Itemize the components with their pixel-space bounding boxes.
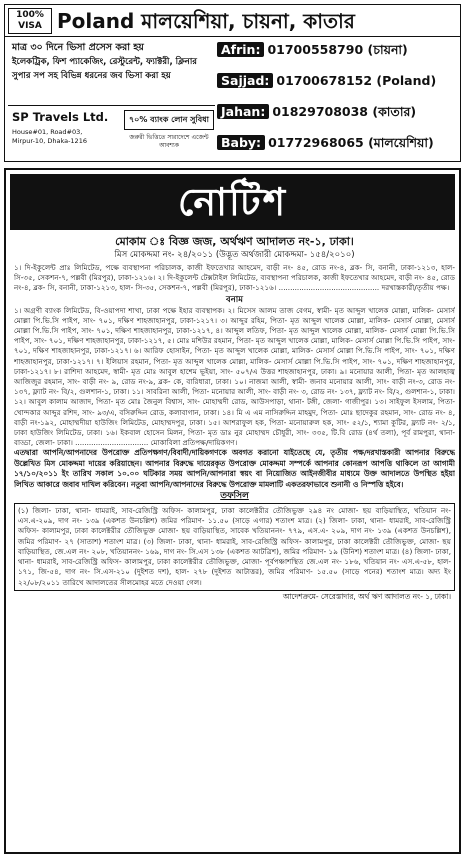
plaintiffs-paragraph: ১। দি-ইকুলেন্ট প্রাঃ লিমিটেড, পক্ষে ব্যবস্থাপনা পরিচালক, কাজী ইফতেখার আহমেদ, বাড়ী নং- ৪৫, রোড নং-৪, ব্লক- সি, বনানী, ঢাকা-১২১৩, হাল- সি-৩৫, সেকশন-৭, পল্লবী (মিরপুর), ঢাকা-১২১৬। ২। দি-ইকুলেন্ট টেক্সটাইল লিমিটেড, ব্যবস্থাপনা পরিচালক, কাজী ইফতেখার আহমেদ, বাড়ী নং- ৪৫, রোড নং-৪, ব্লক- সি, বনানী, ঢাকা-১২১৩, হাল- সি-৩৫, সেকশন-৭, পল্লবী (মিরপুর), ঢাকা-১২১৬। ............................................ দরখাস্তকারী/তৃতীয় পক্ষ। [14, 263, 455, 293]
contact-label: Jahan: [217, 104, 269, 119]
contact-number: 01700678152 (Poland) [276, 73, 437, 88]
ad-line-processing: মাত্র ৩০ দিনে ভিসা প্রসেস করা হয় [12, 42, 144, 53]
ad-headline: Poland মালয়েশিয়া, চায়না, কাতার [57, 9, 355, 33]
contact-label: Baby: [217, 135, 265, 150]
defendants-paragraph: ১। অগ্রণী ব্যাংক লিমিটেড, বি-ওয়াপদা শাখা, ঢাকা পক্ষে ইহার ব্যবস্থাপক। ২। মিসেস আলম তাজ বেগম, স্বামী- মৃত আব্দুল খালেক মোল্লা, মালিক- মেসার্স মোল্লা পি.ভি.সি পাইপ, সাং- ৭০১, দক্ষিণ শাহজাহানপুর, ঢাকা-১২১৭। ৩। আব্দুর রহিম, পিতা- মৃত আব্দুল খালেক মোল্লা, মালিক- মেসার্স মোল্লা, মেসার্স মোল্লা পি.ভি.সি পাইপ, সাং- ৭০১, দক্ষিণ শাহজাহানপুর, ঢাকা-১২১৭, ৪। আব্দুল লতিফ, পিতা- মৃত আব্দুল খালেক মোল্লা, মালিক- মেসার্স মোল্লা পি.ভি.সি পাইপ, সাং- ৭০১, দক্ষিণ শাহজাহানপুর, ঢাকা-১২১৭, ৫। মোঃ মশিউর রহমান, পিতা- মৃত আব্দুল খালেক মোল্লা, মালিক- মেসার্স মোল্লা পি.ভি.সি পাইপ, সাং- ৭০১, দক্ষিণ শাহজাহানপুর, ঢাকা-১২১৭। ৬। আরিফ হোসাইন, পিতা- মৃত আব্দুল খালেক মোল্লা, মালিক- মেসার্স মোল্লা পি.ভি.সি পাইপ, সাং- ৭০১, দক্ষিণ শাহজাহানপুর, ঢাকা-১২১৭। ৭। ইলিয়াস রহমান, পিতা- মৃত আব্দুল খালেক মোল্লা, মালিক- মেসার্স মোল্লা পি.ভি.সি পাইপ, সাং- ৭০১, দক্ষিণ শাহজাহানপুর, ঢাকা-১২১৭। ৮। রাশিদা আহমেদ, স্বামী- মৃত মোঃ আবুল হাশেম ভূইয়া, সাং- ৫০৭/এ উত্তর শাহজাহানপুর, ঢাকা। ৯। মনোয়ার আলী, পিতা- মৃত আলহাজ্ব আজিজুর রহমান, সাং- বাড়ী নং- ৯, রোড নং-৯, ব্লক- কে, বারিধারা, ঢাকা। ১০। নাজমা আলী, স্বামী- জনাব মনোয়ার আলী, সাং- বাড়ী নং-৩, রোড নং- ১৩৭, ফ্ল্যাট নং- বি/২, গুলশান-১, ঢাকা। ১১। সাবরিনা আলী, পিতা- মনোয়ার আলী, সাং- বাড়ী নং- ৩, রোড নং- ১৩৭, ফ্ল্যাট নং- বি/২, গুলশান-১, ঢাকা। ১২। আবুল কালাম আজাদ, পিতা- মৃত মোঃ জৈনুল বিশ্বাস, সাং- মোহাম্মদী রোড, আউসপাড়া, থানা- টঙ্গী, জেলা- গাজীপুর। ১৩। সাইফুল ইসলাম, পিতা- খোন্দকার আব্দুর রশিদ, সাং- ৯৩/এ, বসিরুদ্দিন রোড, কলাবাগান, ঢাকা। ১৪। মি এ এম নাসিরুদ্দিন মাহমুদ, পিতা- মোঃ ছাদেকুর রহমান, সাং- রোড নং- ৪, বাড়ী নং-১৯২, মোহাম্মদীয়া হাউজিং লিমিটেড, মোহাম্মদপুর, ঢাকা। ১৫। আশরাফুল হক, পিতা- মনোয়ারুল হক, সাং- ৫২/১, শ্যামা কুটির, ফ্ল্যাট নং- ২/১, ঢাকা হাউজিং লিমিটেড, ঢাকা। ১৬। ইকবাল হোসেন মিলন, পিতা- মৃত ডাঃ নুর মোহাম্মদ চৌধুরী, সাং- ৩৩৫, টি.বি রোড (৪র্থ তলা), পূর্ব রামপুরা, থানা- বাড্ডা, জেলা- ঢাকা। ................................ মোকাবিলা প্রতিপক্ষ/দায়িকগণ। [14, 305, 455, 448]
loan-offer-badge: ৭০% ব্যাংক লোন সুবিধা [124, 110, 214, 130]
contact-jahan [217, 101, 459, 123]
schedule-paragraph: (১) জিলা- ঢাকা, থানা- ধামরাই, সাব-রেজিস্ট্রি অফিস- কালামপুর, ঢাকা কালেক্টরীর তৌজিভুক্ত ২৯৪ নং মোজা- ছয় বাড়িয়াস্থিত, খতিয়ান নং- এস.এ-২০৯, দাগ নং- ১৩৯ (একশত উনচল্লিশ) জমির পরিমাণ- ১১.৫০ (সাড়ে এগার) শতাংশ মাত্র। (২) জিলা- ঢাকা, থানা- ধামরাই, সাব-রেজিস্ট্রি অফিস- কালামপুর, ঢাকা কালেক্টরীর তৌজিভুক্ত মোজা- ছয় বাড়িয়াস্থিত, সাবেক খতিয়াননং- ৭৭৯, এস.এ- ২০৯, দাগ নং- ১৩৯ (একশত উনচল্লিশ), জমির পরিমাণ- ২৭ (সাতাশ) শতাংশ মাত্র। (৩) জিলা- ঢাকা, থানা- ধামরাই, সাব-রেজিস্ট্রি অফিস- কালামপুর, ঢাকা কালেক্টরী তৌজিভুক্ত, মোজা- ছয় বাড়িয়াস্থিত, জে.এল নং- ২০৮, খতিয়াননং- ১৬৯, দাগ নং- সি.এস ১৩৮ (একশত আটত্রিশ), জমির পরিমাণ- ১৯ (উনিশ) শতাংশ মাত্র। (৪) জিলা- ঢাকা, থানা- ধামরাই, সাব-রেজিস্ট্রি অফিস- কালামপুর, ঢাকা কালেক্টরীর তৌজিভুক্ত, মোজা- পূর্বপঞ্চাশস্থিত জে.এল নং- ১৮৬, খতিয়ান নং- এস.এ-৫৮, হাল- ১৭১, জি-৫৪, দাগ নং- সি.এস-২১০ (দুইশত দশ), হাল- ২৭৮ (দুইশত আটাত্তর), জমির পরিমাণ- ১৫.৫০ (সাড়ে পনের) শতাংশ মাত্র। অদ্য ইং ২২/০৮/২০১১ তারিখে আদালতের সীলমোহর মতে দেওয়া গেল। [14, 503, 455, 591]
contact-label: Sajjad: [217, 73, 273, 88]
company-address-line-1: House#01, Road#03, [12, 128, 83, 136]
notice-body [14, 234, 455, 850]
agent-note: জরুরী ভিত্তিতে সারাদেশে এজেন্ট আবশ্যক [129, 134, 209, 149]
company-address-line-2: Mirpur-10, Dhaka-1216 [12, 137, 87, 145]
company-block [8, 105, 215, 159]
ad-line-visa: সুপার সপ সহ বিভিন্ন ধরনের জব ভিসা করা হয় [12, 71, 171, 81]
contact-sajjad [217, 70, 459, 92]
order-signature: আদেশক্রমে- সেরেস্তাদার, অর্থ ঋণ আদালত নং- ১, ঢাকা। [282, 591, 451, 601]
company-name: SP Travels Ltd. [12, 110, 109, 124]
visa-badge-percent: 100% [16, 10, 44, 20]
visa-badge [8, 8, 52, 34]
versus-label: বনাম [226, 294, 243, 305]
advertisement [4, 4, 461, 162]
contact-baby [217, 132, 459, 154]
contact-list [217, 39, 459, 161]
contact-number: 01829708038 (কাতার) [272, 104, 417, 119]
summons-paragraph: এতদ্বারা আপনি/আপনাদের উপরোক্ত প্রতিপক্ষগণ/বিবাদী/দায়িকগণকে অবগত করানো যাইতেছে যে, তৃতীয় পক্ষ/দরখাস্তকারী আপনার বিরুদ্ধে উল্লেখিত মিস মোকদ্দমা দায়ের করিয়াছেন। আপনার বিরুদ্ধে দায়েরকৃত উপরোক্ত মোকদ্দমা সম্পর্কে আপনার কোনরূপ আপত্তি থাকিলে তা আগামী ১৭/১০/২০১১ ইং তারিখ সকাল ১০.০০ ঘটিকার সময় আপনি/আপনারা স্বয়ং বা নিয়োজিত আইনজীবীর মাধ্যমে উক্ত আদালতে উপস্থিত হইয়া লিখিত আকারে জবাব দাখিল করিবেন। নতুবা আপনি/আপনাদের বিরুদ্ধে উপরোক্ত মামলাটি একতরফাভাবে শুনানী ও নিস্পত্তি হইবে। [14, 448, 455, 489]
contact-number: 01700558790 (চায়না) [267, 42, 408, 57]
notice-banner [10, 174, 455, 230]
contact-afrin [217, 39, 459, 61]
ad-line-jobs: ইলেকট্রিক, ফিশ প্যাকেজিং, রেস্টুরেন্ট, ফ্যাক্টরী, ক্লিনার [12, 57, 197, 67]
schedule-title: তফসিল [220, 491, 249, 502]
case-number: মিস মোকদ্দমা নং- ২৪/২০১১ (উদ্ভূত অর্থজারী মোকদ্দমা- ১৫৪/২০১০) [114, 250, 355, 260]
legal-notice [4, 168, 461, 854]
company-address [12, 128, 124, 146]
court-name: মোকাম ঃ বিজ্ঞ জজ, অর্থঋণ আদালত নং-১, ঢাকা। [115, 235, 354, 248]
ad-header-row [5, 5, 460, 37]
contact-label: Afrin: [217, 42, 264, 57]
notice-title: নোটিশ [177, 180, 288, 224]
ad-description [8, 41, 214, 99]
visa-badge-label: VISA [18, 21, 42, 31]
contact-number: 01772968065 (মালয়েশিয়া) [268, 135, 434, 150]
